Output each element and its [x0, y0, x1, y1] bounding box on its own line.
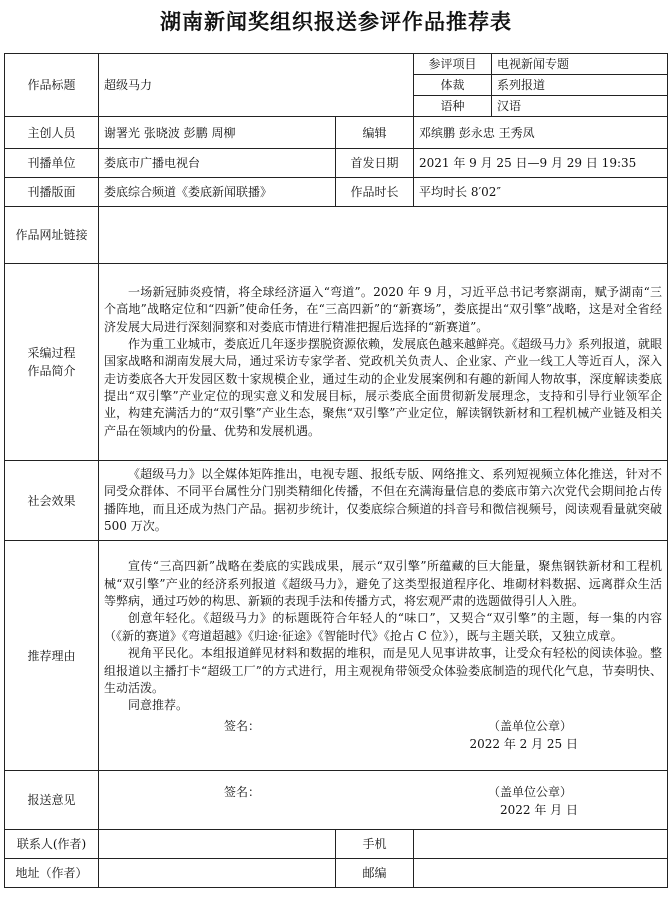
category-value: 电视新闻专题 — [492, 54, 668, 75]
reason-date: 2022 年 2 月 25 日 — [469, 736, 578, 751]
layout-label: 刊播版面 — [5, 178, 99, 207]
reason-paragraph: 宣传“三高四新”战略在娄底的实践成果，展示“双引擎”所蕴藏的巨大能量，聚焦钢铁新材和工程机械“双引擎”产业的经济系列报道《超级马力》，避免了这类型报道程序化、堆砌材料数据、远离群众生活等弊病，通过巧妙的构思、新颖的表现手法和传播方式，将宏观严肃的选题做得引人入胜。 — [104, 559, 662, 609]
category-label: 参评项目 — [414, 54, 492, 75]
reason-label: 推荐理由 — [5, 541, 99, 771]
unit-label: 刊播单位 — [5, 149, 99, 178]
recommendation-form — [4, 53, 668, 888]
language-label: 语种 — [414, 96, 492, 117]
layout-value: 娄底综合频道《娄底新闻联播》 — [99, 178, 336, 207]
reason-sign-label: 签名： — [224, 718, 261, 733]
work-title-label: 作品标题 — [5, 54, 99, 117]
intro-label — [5, 264, 99, 461]
contact-value — [99, 830, 336, 859]
postcode-value — [414, 859, 668, 888]
first-date-value: 2021 年 9 月 25 日—9 月 29 日 19:35 — [414, 149, 668, 178]
url-value — [99, 207, 668, 264]
effect-label: 社会效果 — [5, 461, 99, 541]
phone-label: 手机 — [336, 830, 414, 859]
opinion-sign-label: 签名： — [224, 785, 261, 799]
duration-label: 作品时长 — [336, 178, 414, 207]
address-value — [99, 859, 336, 888]
page-title: 湖南新闻奖组织报送参评作品推荐表 — [160, 10, 512, 34]
reason-stamp-label: （盖单位公章） — [487, 718, 572, 733]
reason-signature-row — [104, 717, 662, 735]
genre-label: 体裁 — [414, 75, 492, 96]
contact-label: 联系人(作者) — [5, 830, 99, 859]
opinion-label: 报送意见 — [5, 771, 99, 830]
intro-paragraph: 一场新冠肺炎疫情，将全球经济逼入“弯道”。2020 年 9 月，习近平总书记考察湖南，赋予湖南“三个高地”战略定位和“四新”使命任务，在“三高四新”的“新赛场”，娄底提出“双引擎”战略，这是对全省经济发展大局进行深刻洞察和对娄底市情进行精准把握后选择的“新赛道”。 — [104, 284, 662, 334]
editor-label: 编辑 — [336, 117, 414, 149]
effect-content — [99, 461, 668, 541]
postcode-label: 邮编 — [336, 859, 414, 888]
unit-value: 娄底市广播电视台 — [99, 149, 336, 178]
phone-value — [414, 830, 668, 859]
reason-paragraph: 视角平民化。本组报道鲜见材料和数据的堆积，而是见人见事讲故事，让受众有轻松的阅读体验。整组报道以主播打卡“超级工厂”的方式进行，用主观视角带领受众体验娄底制造的现代化气息，节奏明快、生动活泼。 — [104, 646, 662, 695]
reason-content — [99, 541, 668, 771]
genre-value: 系列报道 — [492, 75, 668, 96]
language-value: 汉语 — [492, 96, 668, 117]
opinion-stamp-label: （盖单位公章） — [487, 785, 572, 799]
reason-paragraph: 创意年轻化。《超级马力》的标题既符合年轻人的“味口”，又契合“双引擎”的主题，每一集的内容（《新的赛道》《弯道超越》《归途·征途》《智能时代》《抢占 C 位》），既与主题关联，又独立成章。 — [104, 611, 662, 643]
intro-label-text: 采编过程 作品简介 — [27, 346, 76, 378]
url-label: 作品网址链接 — [5, 207, 99, 264]
creators-value: 谢署光 张晓波 彭鹏 周柳 — [99, 117, 336, 149]
opinion-signature-row — [104, 783, 662, 801]
opinion-content — [99, 771, 668, 830]
intro-content — [99, 264, 668, 461]
intro-paragraph: 作为重工业城市，娄底近几年逐步摆脱资源依赖，发展底色越来越鲜亮。《超级马力》系列报道，就眼国家战略和湖南发展大局，通过采访专家学者、党政机关负责人、企业家、产业一线工人等近百人，深入走访娄底各大开发园区数十家规模企业，通过生动的企业发展案例和有趣的新闻人物故事，深度解读娄底提出“双引擎”产业定位的现实意义和发展目标，展示娄底全面贯彻新发展理念，支持和引导行业领军企业，构建充满活力的“双引擎”产业生态，聚焦“双引擎”产业定位，解读钢铁新材和工程机械产业链及相关产品在领域内的份量、优势和发展机遇。 — [104, 336, 663, 438]
address-label: 地址（作者） — [5, 859, 99, 888]
effect-paragraph: 《超级马力》以全媒体矩阵推出，电视专题、报纸专版、网络推文、系列短视频立体化推送，针对不同受众群体、不同平台属性分门别类精细化传播，不但在充满海量信息的娄底市第六次党代会期间抢占传播阵地，而且还成为热门产品。据初步统计，仅娄底综合频道的抖音号和微信视频号，阅读观看量就突破 500 万次。 — [104, 466, 662, 533]
duration-value: 平均时长 8′02″ — [414, 178, 668, 207]
editor-value: 邓缤鹏 彭永忠 王秀凤 — [414, 117, 668, 149]
first-date-label: 首发日期 — [336, 149, 414, 178]
work-title-value: 超级马力 — [99, 54, 414, 117]
opinion-date: 2022 年 月 日 — [500, 803, 578, 817]
reason-paragraph: 同意推荐。 — [128, 698, 189, 713]
creators-label: 主创人员 — [5, 117, 99, 149]
